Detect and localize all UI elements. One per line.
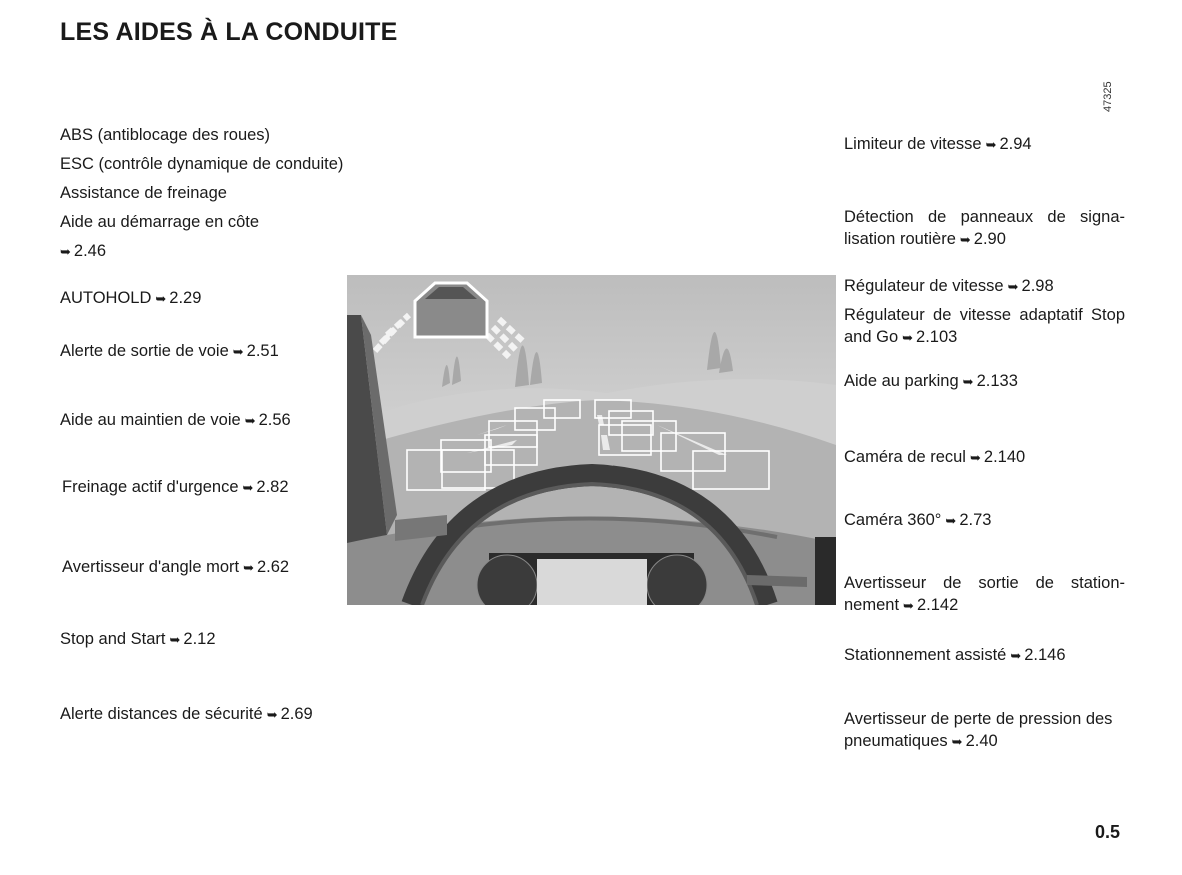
entry-alerte-sortie-voie: Alerte de sortie de voie ➥ 2.51 [60,342,279,360]
entry-aide-demarrage-cote: Aide au démarrage en côte [60,213,260,231]
entry-aide-parking: Aide au parking ➥ 2.133 [844,372,1018,390]
center-screen [815,537,836,605]
arrow-icon: ➥ [242,480,254,495]
instrument-cluster [477,553,707,605]
arrow-icon: ➥ [951,734,963,749]
arrow-icon: ➥ [945,513,957,528]
arrow-icon: ➥ [244,413,256,428]
entry-camera-360: Caméra 360° ➥ 2.73 [844,511,992,529]
entry-camera-recul: Caméra de recul ➥ 2.140 [844,448,1026,466]
arrow-icon: ➥ [962,374,974,389]
entry-angle-mort: Avertisseur d'angle mort ➥ 2.62 [62,558,290,576]
entry-freinage-urgence: Freinage actif d'urgence ➥ 2.82 [62,478,289,496]
entry-pression-pneumatiques: Avertisseur de perte de pression des pneumatiques ➥ 2.40 [844,710,1113,750]
arrow-icon: ➥ [243,560,254,575]
arrow-icon: ➥ [985,137,997,152]
page-number: 0.5 [1095,822,1121,842]
page-title: LES AIDES À LA CONDUITE [60,18,398,46]
entry-autohold: AUTOHOLD ➥ 2.29 [60,289,202,307]
entry-limiteur-vitesse: Limiteur de vitesse ➥ 2.94 [844,135,1032,153]
dash-vent [747,575,807,587]
arrow-icon: ➥ [169,632,181,647]
entry-sortie-stationnement: Avertisseur de sortie de station-nement ➥ 2.142 [844,574,1125,614]
entry-regulateur-vitesse: Régulateur de vitesse ➥ 2.98 [844,277,1054,295]
entry-distances-securite: Alerte distances de sécurité ➥ 2.69 [60,705,313,723]
entry-stationnement-assiste: Stationnement assisté ➥ 2.146 [844,646,1066,664]
arrow-icon: ➥ [902,330,914,345]
entry-esc: ESC (contrôle dynamique de conduite) [60,155,344,173]
arrow-icon: ➥ [266,707,278,722]
entry-maintien-voie: Aide au maintien de voie ➥ 2.56 [60,411,291,429]
entry-assistance-freinage: Assistance de freinage [60,184,227,202]
arrow-icon: ➥ [903,598,914,613]
arrow-icon: ➥ [959,232,971,247]
arrow-icon: ➥ [969,450,981,465]
arrow-icon: ➥ [60,244,71,259]
entry-abs: ABS (antiblocage des roues) [60,126,271,144]
driving-aids-illustration [347,275,836,605]
entry-panneaux-signalisation: Détection de panneaux de signa-lisation routière ➥ 2.90 [844,208,1125,248]
entry-regulateur-adaptatif: Régulateur de vitesse adaptatif Stop and Go ➥ 2.103 [844,306,1125,346]
reference-code: 47325 [1102,81,1114,112]
arrow-icon: ➥ [1010,648,1022,663]
arrow-icon: ➥ [232,344,244,359]
arrow-icon: ➥ [1007,279,1019,294]
entry-page-ref: ➥ 2.46 [60,242,107,260]
arrow-icon: ➥ [155,291,167,306]
entry-stop-start: Stop and Start ➥ 2.12 [60,630,216,648]
